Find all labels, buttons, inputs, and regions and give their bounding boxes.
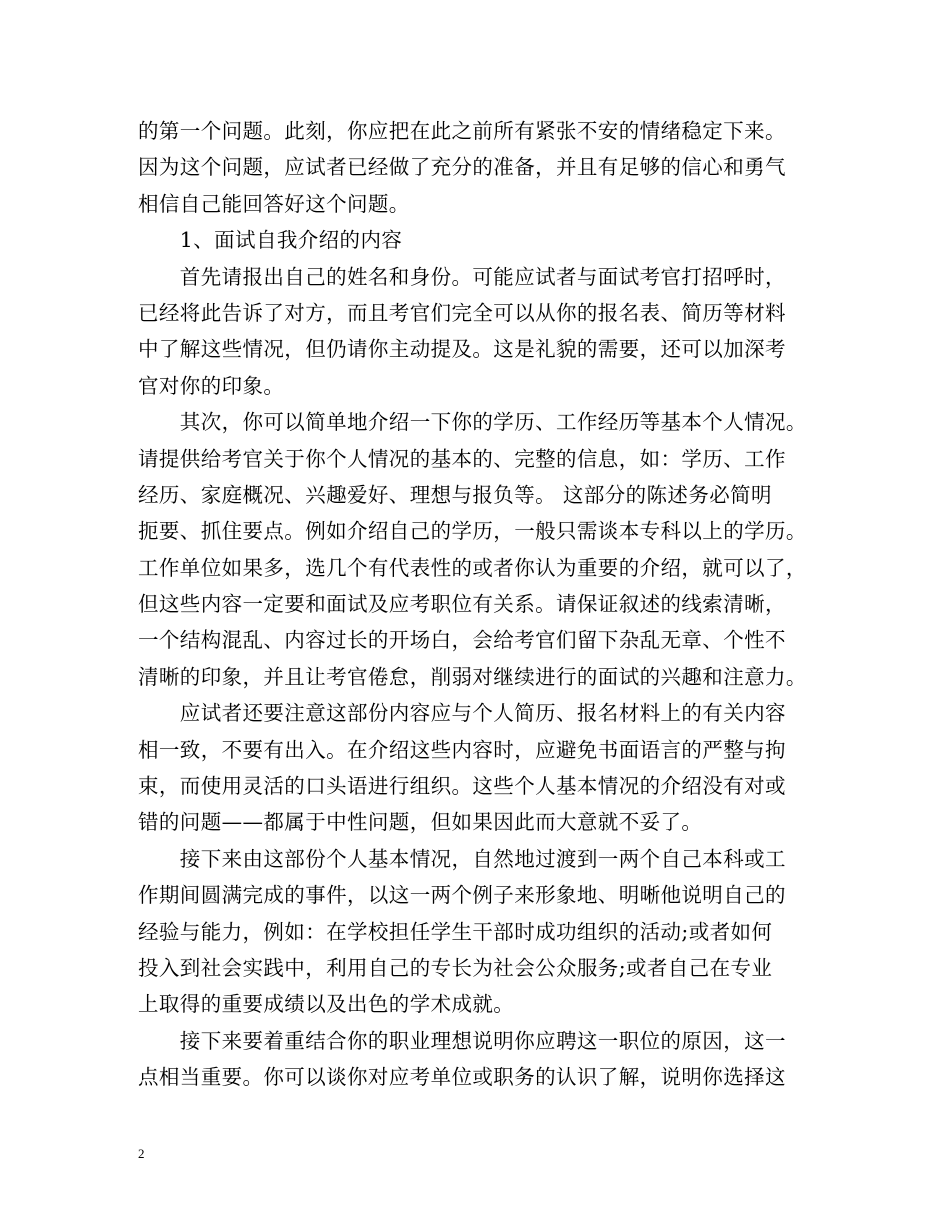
- text-line: 工作单位如果多，选几个有代表性的或者你认为重要的介绍，就可以了，: [138, 555, 807, 580]
- text-line: 接下来由这部份个人基本情况，自然地过渡到一两个自己本科或工: [138, 846, 786, 871]
- text-line: 点相当重要。你可以谈你对应考单位或职务的认识了解，说明你选择这: [138, 1065, 786, 1090]
- text-line: 请提供给考官关于你个人情况的基本的、完整的信息，如：学历、工作: [138, 446, 786, 471]
- page-number: 2: [138, 1146, 145, 1161]
- text-line: 经验与能力，例如：在学校担任学生干部时成功组织的活动;或者如何: [138, 919, 773, 944]
- text-line: 的第一个问题。此刻，你应把在此之前所有紧张不安的情绪稳定下来。: [138, 119, 786, 143]
- text-line: 作期间圆满完成的事件，以这一两个例子来形象地、明晰他说明自己的: [138, 883, 786, 908]
- text-line: 因为这个问题，应试者已经做了充分的准备，并且有足够的信心和勇气: [138, 155, 786, 180]
- text-line: 但这些内容一定要和面试及应考职位有关系。请保证叙述的线索清晰，: [138, 592, 786, 617]
- text-line: 其次，你可以简单地介绍一下你的学历、工作经历等基本个人情况。: [138, 410, 807, 435]
- text-line: 清晰的印象，并且让考官倦怠，削弱对继续进行的面试的兴趣和注意力。: [138, 664, 807, 689]
- text-line: 束，而使用灵活的口头语进行组织。这些个人基本情况的介绍没有对或: [138, 774, 786, 799]
- text-line: 错的问题——都属于中性问题，但如果因此而大意就不妥了。: [138, 810, 703, 835]
- text-line: 扼要、抓住要点。例如介绍自己的学历，一般只需谈本专科以上的学历。: [138, 519, 807, 544]
- body-text: [138, 113, 828, 1096]
- text-line: 官对你的印象。: [138, 373, 285, 398]
- text-line: 应试者还要注意这部份内容应与个人简历、报名材料上的有关内容: [138, 701, 786, 726]
- text-line: 中了解这些情况，但仍请你主动提及。这是礼貌的需要，还可以加深考: [138, 337, 786, 362]
- text-line: 相一致，不要有出入。在介绍这些内容时，应避免书面语言的严整与拘: [138, 737, 786, 762]
- text-line: 上取得的重要成绩以及出色的学术成就。: [138, 992, 515, 1017]
- text-line: 已经将此告诉了对方，而且考官们完全可以从你的报名表、简历等材料: [138, 300, 786, 325]
- text-line: 1、面试自我介绍的内容: [138, 228, 403, 253]
- text-line: 一个结构混乱、内容过长的开场白，会给考官们留下杂乱无章、个性不: [138, 628, 786, 653]
- text-line: 接下来要着重结合你的职业理想说明你应聘这一职位的原因，这一: [138, 1028, 786, 1053]
- text-line: 经历、家庭概况、兴趣爱好、理想与报负等。 这部分的陈述务必简明: [138, 482, 772, 507]
- text-line: 首先请报出自己的姓名和身份。可能应试者与面试考官打招呼时，: [138, 264, 786, 289]
- text-line: 相信自己能回答好这个问题。: [138, 191, 410, 216]
- text-line: 投入到社会实践中，利用自己的专长为社会公众服务;或者自己在专业: [138, 955, 773, 980]
